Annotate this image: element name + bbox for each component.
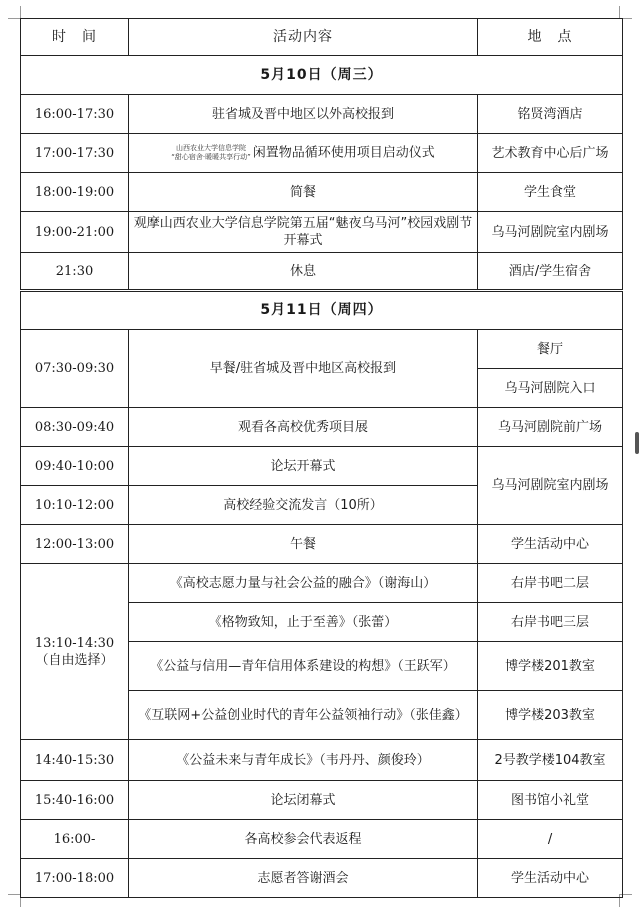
row-content: 《格物致知，止于至善》（张蕾） bbox=[129, 603, 478, 642]
row-time: 09:40-10:00 bbox=[21, 447, 129, 486]
row-content: 午餐 bbox=[129, 525, 478, 564]
table-row bbox=[21, 134, 623, 173]
logo-line-2: “甜心宿舍·暖暖共享行动” bbox=[171, 153, 251, 161]
row-content: 观看各高校优秀项目展 bbox=[129, 408, 478, 447]
row-place: 餐厅 bbox=[478, 330, 623, 369]
scrollbar-thumb[interactable] bbox=[635, 432, 639, 454]
header-content: 活动内容 bbox=[129, 19, 478, 56]
row-time: 17:00-17:30 bbox=[21, 134, 129, 173]
row-place: 艺术教育中心后广场 bbox=[478, 134, 623, 173]
lecture-note: （自由选择） bbox=[35, 652, 114, 668]
row-content: 论坛开幕式 bbox=[129, 447, 478, 486]
row-time: 21:30 bbox=[21, 253, 129, 290]
day1-date: 5月10日（周三） bbox=[21, 56, 623, 95]
table-row bbox=[21, 95, 623, 134]
row-time: 07:30-09:30 bbox=[21, 330, 129, 408]
lecture-time: 13:10-14:30 bbox=[34, 635, 115, 651]
schedule-table-day1 bbox=[20, 18, 623, 290]
row-content-text: 闲置物品循环使用项目启动仪式 bbox=[252, 145, 435, 161]
row-place: / bbox=[478, 820, 623, 859]
row-time: 16:00- bbox=[21, 820, 129, 859]
row-place: 右岸书吧三层 bbox=[478, 603, 623, 642]
row-place: 乌马河剧院前广场 bbox=[478, 408, 623, 447]
table-row bbox=[21, 212, 623, 253]
project-logo-text bbox=[171, 144, 250, 162]
row-place: 博学楼201教室 bbox=[478, 642, 623, 691]
logo-line-1: 山西农业大学信息学院 bbox=[175, 144, 246, 152]
row-content: 简餐 bbox=[129, 173, 478, 212]
row-time: 08:30-09:40 bbox=[21, 408, 129, 447]
header-place: 地 点 bbox=[478, 19, 623, 56]
row-content: 《公益未来与青年成长》（韦丹丹、颜俊玲） bbox=[129, 740, 478, 781]
row-place: 博学楼203教室 bbox=[478, 691, 623, 740]
row-place: 2号教学楼104教室 bbox=[478, 740, 623, 781]
row-time: 18:00-19:00 bbox=[21, 173, 129, 212]
table-row bbox=[21, 330, 623, 369]
row-time bbox=[21, 564, 129, 740]
row-time: 12:00-13:00 bbox=[21, 525, 129, 564]
row-content: 论坛闭幕式 bbox=[129, 781, 478, 820]
row-place: 学生活动中心 bbox=[478, 525, 623, 564]
row-time: 17:00-18:00 bbox=[21, 859, 129, 898]
table-row bbox=[21, 408, 623, 447]
table-row bbox=[21, 447, 623, 486]
row-place: 学生活动中心 bbox=[478, 859, 623, 898]
table-row bbox=[21, 525, 623, 564]
row-time: 19:00-21:00 bbox=[21, 212, 129, 253]
table-row bbox=[21, 564, 623, 603]
row-place: 乌马河剧院室内剧场 bbox=[478, 447, 623, 525]
row-content bbox=[129, 134, 478, 173]
table-row bbox=[21, 781, 623, 820]
row-content: 《公益与信用—青年信用体系建设的构想》（王跃军） bbox=[129, 642, 478, 691]
schedule-table-day2 bbox=[20, 291, 623, 898]
row-place: 酒店/学生宿舍 bbox=[478, 253, 623, 290]
row-place: 学生食堂 bbox=[478, 173, 623, 212]
table-row bbox=[21, 859, 623, 898]
table-row bbox=[21, 253, 623, 290]
row-content: 观摩山西农业大学信息学院第五届“魅夜乌马河”校园戏剧节开幕式 bbox=[129, 212, 478, 253]
row-time: 15:40-16:00 bbox=[21, 781, 129, 820]
row-place: 乌马河剧院室内剧场 bbox=[478, 212, 623, 253]
row-content: 各高校参会代表返程 bbox=[129, 820, 478, 859]
row-content: 驻省城及晋中地区以外高校报到 bbox=[129, 95, 478, 134]
row-content: 《高校志愿力量与社会公益的融合》（谢海山） bbox=[129, 564, 478, 603]
row-place: 图书馆小礼堂 bbox=[478, 781, 623, 820]
row-time: 16:00-17:30 bbox=[21, 95, 129, 134]
table-row bbox=[21, 173, 623, 212]
row-content: 休息 bbox=[129, 253, 478, 290]
row-time: 10:10-12:00 bbox=[21, 486, 129, 525]
table-row bbox=[21, 820, 623, 859]
row-place: 铭贤湾酒店 bbox=[478, 95, 623, 134]
header-time: 时 间 bbox=[21, 19, 129, 56]
table-row bbox=[21, 740, 623, 781]
row-content: 志愿者答谢酒会 bbox=[129, 859, 478, 898]
row-time: 14:40-15:30 bbox=[21, 740, 129, 781]
row-content: 高校经验交流发言（10所） bbox=[129, 486, 478, 525]
row-place: 右岸书吧二层 bbox=[478, 564, 623, 603]
row-place: 乌马河剧院入口 bbox=[478, 369, 623, 408]
day2-date: 5月11日（周四） bbox=[21, 292, 623, 330]
row-content: 早餐/驻省城及晋中地区高校报到 bbox=[129, 330, 478, 408]
row-content: 《互联网+公益创业时代的青年公益领袖行动》（张佳鑫） bbox=[129, 691, 478, 740]
